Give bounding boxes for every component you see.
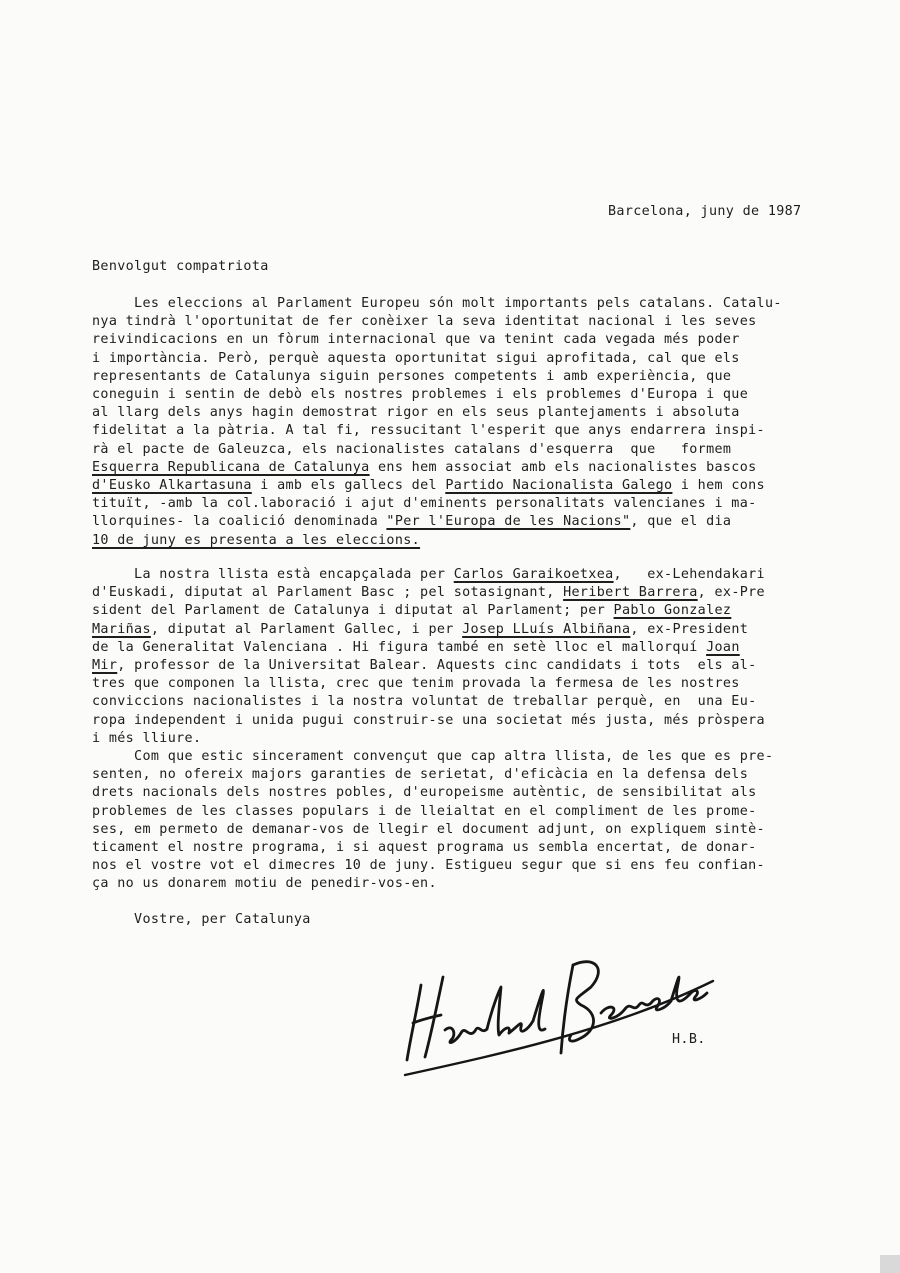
text-segment: ropa independent i unida pugui construir-se una societat més justa, més pròspera (92, 712, 765, 728)
text-line (92, 803, 757, 821)
text-segment: , ex-Pre (697, 585, 765, 601)
text-line (92, 657, 757, 675)
letter-date: Barcelona, juny de 1987 (608, 204, 802, 219)
text-line (92, 459, 757, 477)
text-segment: , ex-President (630, 621, 749, 637)
text-segment: ses, em permeto de demanar-vos de llegir el document adjunt, on expliquem sintè- (92, 821, 765, 837)
text-segment: ens hem associat amb els nacionalistes bascos (369, 459, 757, 475)
text-segment: , diputat al Parlament Gallec, i per (150, 621, 463, 637)
text-line (92, 875, 437, 893)
text-segment: llorquines- la coalició denominada (92, 514, 387, 530)
text-line (92, 602, 731, 620)
text-segment: ça no us donarem motiu de penedir-vos-en. (92, 876, 437, 892)
text-line (92, 639, 740, 657)
text-segment: rà el pacte de Galeuzca, els nacionalistes catalans d'esquerra que formem (92, 441, 732, 457)
text-segment: reivindicacions en un fòrum internacional que va tenint cada vegada més poder (92, 332, 740, 348)
text-line (92, 386, 748, 404)
text-segment: nya tindrà l'oportunitat de fer conèixer la seva identitat nacional i les seves (92, 314, 757, 330)
underlined-name: Joan (706, 639, 740, 655)
underlined-name: 10 de juny es presenta a les eleccions. (92, 532, 421, 548)
text-line (92, 748, 773, 766)
scan-edge-mark (880, 1255, 900, 1273)
underlined-name: "Per l'Europa de les Nacions" (386, 514, 631, 530)
text-segment: problemes de les classes populars i de lleialtat en el compliment de les prome- (92, 803, 757, 819)
text-segment: i importància. Però, perquè aquesta oportunitat sigui aprofitada, cal que els (92, 350, 740, 366)
text-segment: ticament el nostre programa, i si aquest programa us sembla encertat, de donar- (92, 840, 757, 855)
text-line (92, 513, 731, 531)
underlined-name: Josep LLuís Albiñana (462, 621, 631, 637)
text-segment: nos el vostre vot el dimecres 10 de juny. Estigueu segur que si ens feu confian- (92, 858, 765, 874)
text-line (92, 495, 757, 513)
signature (395, 935, 725, 1085)
text-line (92, 532, 420, 550)
text-segment: d'Euskadi, diputat al Parlament Basc ; pel sotasignant, (92, 585, 564, 601)
underlined-name: Heribert Barrera (563, 585, 698, 601)
text-line (92, 839, 757, 857)
text-segment: drets nacionals dels nostres pobles, d'europeisme autèntic, de sensibilitat als (92, 785, 757, 801)
underlined-name: d'Eusko Alkartasuna (92, 478, 252, 493)
text-segment: Com que estic sincerament convençut que cap altra llista, de les que es pre- (92, 749, 774, 764)
underlined-name: Mir (92, 658, 118, 673)
underlined-name: Esquerra Republicana de Catalunya (92, 459, 370, 475)
text-line (92, 331, 740, 349)
text-line (92, 404, 740, 422)
text-segment: i més lliure. (92, 730, 202, 746)
text-line (92, 368, 731, 386)
text-segment: de la Generalitat Valenciana . Hi figura també en setè lloc el mallorquí (92, 639, 707, 655)
text-segment: tituït, -amb la col.laboració i ajut d'eminents personalitats valencianes i ma- (92, 496, 757, 512)
text-segment: , professor de la Universitat Balear. Aquests cinc candidats i tots els al- (117, 658, 757, 673)
text-line (92, 441, 731, 459)
text-segment: i hem cons (672, 478, 765, 493)
text-line (92, 857, 765, 875)
underlined-name: Pablo Gonzalez (613, 603, 732, 619)
text-segment: La nostra llista està encapçalada per (92, 567, 454, 582)
text-segment: , ex-Lehendakari (613, 567, 765, 582)
text-segment: i amb els gallecs del (251, 478, 446, 493)
text-segment: representants de Catalunya siguin persones competents i amb experiència, que (92, 368, 732, 384)
text-segment: sident del Parlament de Catalunya i diputat al Parlament; per (92, 603, 614, 619)
text-line (92, 693, 757, 711)
text-line (92, 477, 765, 495)
text-line (92, 766, 748, 784)
salutation: Benvolgut compatriota (92, 259, 269, 274)
text-segment: coneguin i sentin de debò els nostres problemes i els problemes d'Europa i que (92, 387, 749, 402)
text-line (92, 422, 765, 440)
text-line (92, 675, 740, 693)
underlined-name: Carlos Garaikoetxea (453, 567, 614, 582)
underlined-name: Mariñas (92, 621, 151, 637)
text-segment: fidelitat a la pàtria. A tal fi, ressucitant l'esperit que anys endarrera inspi- (92, 423, 765, 439)
closing: Vostre, per Catalunya (92, 912, 311, 927)
text-line (92, 313, 757, 331)
text-segment: al llarg dels anys hagin demostrat rigor en els seus plantejaments i absoluta (92, 405, 740, 421)
text-line (92, 621, 748, 639)
text-segment: tres que componen la llista, crec que tenim provada la fermesa de les nostres (92, 676, 740, 692)
text-segment: , que el dia (630, 514, 732, 530)
text-line (92, 584, 765, 602)
text-line (92, 295, 782, 313)
text-line (92, 730, 201, 748)
signature-initials: H.B. (672, 1032, 706, 1047)
text-segment: senten, no ofereix majors garanties de serietat, d'eficàcia en la defensa dels (92, 767, 749, 783)
text-line (92, 821, 765, 839)
underlined-name: Partido Nacionalista Galego (445, 478, 673, 493)
text-line (92, 712, 765, 730)
text-segment: conviccions nacionalistes i la nostra voluntat de treballar perquè, en una Eu- (92, 694, 757, 710)
text-line (92, 566, 765, 584)
text-segment: Les eleccions al Parlament Europeu són molt importants pels catalans. Catalu- (92, 296, 782, 311)
text-line (92, 350, 740, 368)
text-line (92, 784, 757, 802)
